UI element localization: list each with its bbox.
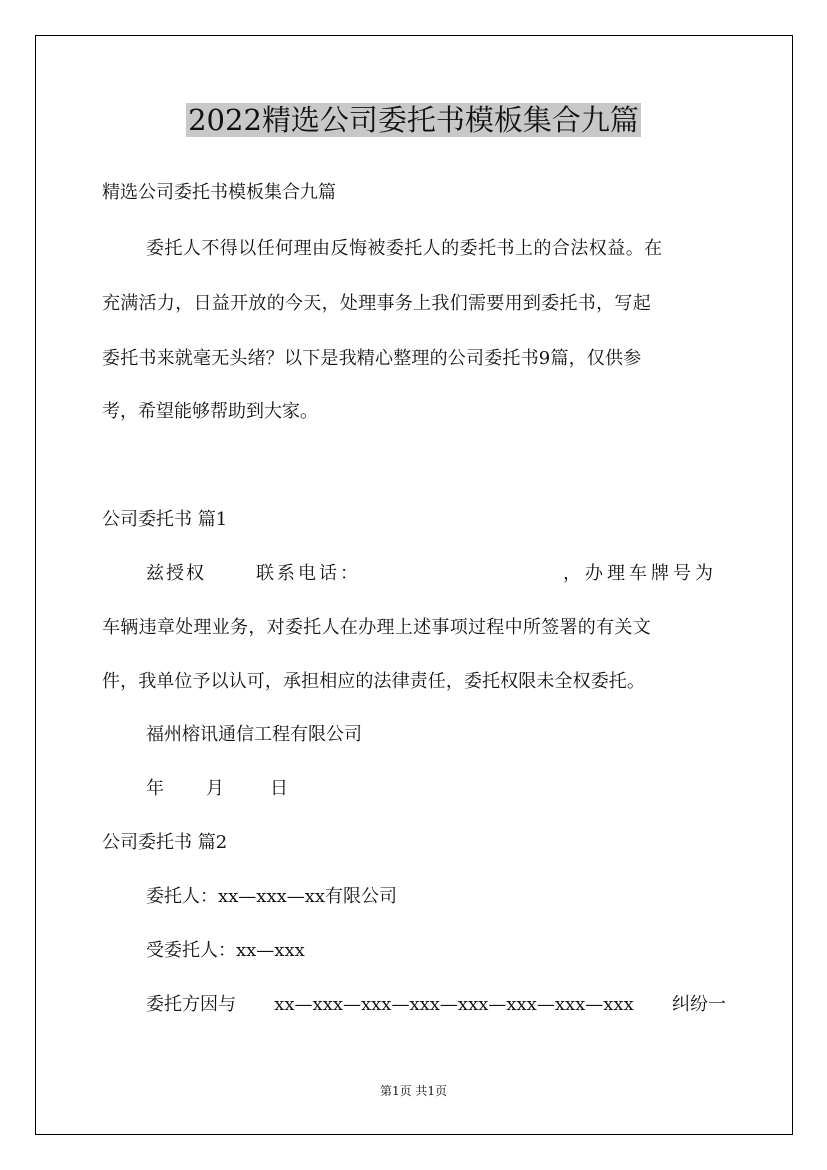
document-title	[0, 100, 827, 140]
section2-matter-start: 委托方因与	[146, 994, 236, 1015]
section2-matter-parties: xx—xxx—xxx—xxx—xxx—xxx—xxx—xxx	[274, 994, 634, 1015]
document-title-text: 2022精选公司委托书模板集合九篇	[188, 103, 639, 137]
section1-auth-label: 兹授权	[146, 563, 206, 584]
section1-line-3: 件，我单位予以认可，承担相应的法律责任，委托权限未全权委托。	[102, 671, 645, 692]
intro-line-2: 充满活力，日益开放的今天，处理事务上我们需要用到委托书，写起	[102, 293, 651, 314]
section1-plate-text: ，办理车牌号为	[563, 563, 717, 584]
intro-line-3: 委托书来就毫无头绪？以下是我精心整理的公司委托书9篇，仅供参	[102, 348, 642, 369]
intro-line-1: 委托人不得以任何理由反悔被委托人的委托书上的合法权益。在	[146, 238, 663, 259]
section2-matter-line	[146, 992, 726, 1018]
section2-heading: 公司委托书 篇2	[102, 832, 228, 853]
section1-company: 福州榕讯通信工程有限公司	[146, 724, 362, 745]
section1-heading: 公司委托书 篇1	[102, 509, 228, 530]
section1-date-month: 月	[206, 778, 224, 799]
section2-agent: 受委托人：xx—xxx	[146, 940, 305, 961]
section1-date-day: 日	[270, 778, 288, 799]
section2-principal: 委托人：xx—xxx—xx有限公司	[146, 886, 398, 907]
section1-phone-label: 联系电话：	[256, 563, 361, 584]
intro-line-4: 考，希望能够帮助到大家。	[102, 401, 318, 422]
document-subtitle: 精选公司委托书模板集合九篇	[102, 182, 336, 203]
section1-line-2: 车辆违章处理业务，对委托人在办理上述事项过程中所签署的有关文	[102, 617, 651, 638]
page-footer: 第1页 共1页	[379, 1084, 448, 1098]
section2-matter-end: 纠纷一	[671, 994, 726, 1015]
section1-date-year: 年	[146, 778, 164, 799]
